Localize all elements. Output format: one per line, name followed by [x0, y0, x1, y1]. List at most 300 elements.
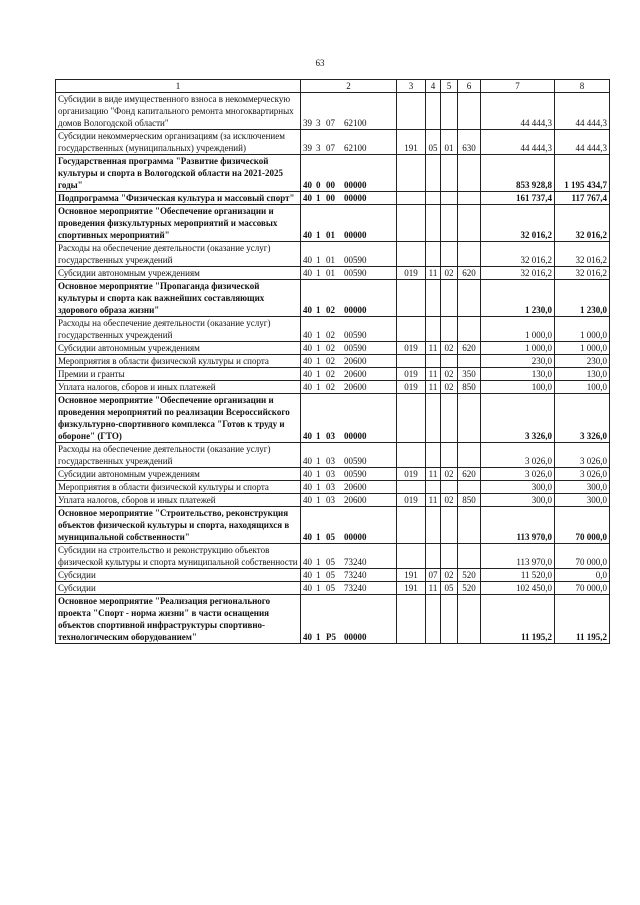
row-col3 — [397, 93, 426, 130]
row-amount-2022: 130,0 — [555, 368, 610, 381]
row-col5 — [441, 155, 458, 192]
row-name: Субсидии автономным учреждениям — [56, 342, 301, 355]
table-row — [56, 155, 610, 192]
table-row — [56, 242, 610, 267]
row-col4 — [426, 242, 441, 267]
row-name: Основное мероприятие "Пропаганда физической культуры и спорта как важнейших составляющих здорового образа жизни" — [56, 280, 301, 317]
row-col4 — [426, 595, 441, 644]
code-subprogram: 1 — [316, 356, 321, 366]
row-amount-2021: 1 000,0 — [481, 317, 555, 342]
code-event: 00 — [326, 193, 335, 203]
row-col3 — [397, 544, 426, 569]
code-subprogram: 1 — [316, 230, 321, 240]
row-code — [301, 381, 397, 394]
row-col5 — [441, 205, 458, 242]
row-col5 — [441, 355, 458, 368]
code-event: 05 — [326, 570, 335, 580]
row-amount-2022: 32 016,2 — [555, 205, 610, 242]
row-col4 — [426, 394, 441, 443]
table-header-row — [56, 80, 610, 93]
row-code — [301, 267, 397, 280]
code-direction: 00590 — [344, 255, 367, 265]
row-col3 — [397, 242, 426, 267]
code-program: 40 — [303, 330, 312, 340]
row-col3 — [397, 443, 426, 468]
code-event: 02 — [326, 356, 335, 366]
table-row — [56, 481, 610, 494]
code-event: P5 — [326, 632, 336, 642]
row-col3: 019 — [397, 468, 426, 481]
table-row — [56, 394, 610, 443]
row-name: Субсидии — [56, 569, 301, 582]
row-col6 — [458, 394, 481, 443]
code-program: 40 — [303, 369, 312, 379]
code-subprogram: 1 — [316, 469, 321, 479]
row-col3 — [397, 280, 426, 317]
table-row — [56, 494, 610, 507]
code-subprogram: 1 — [316, 632, 321, 642]
table-row — [56, 468, 610, 481]
row-col6 — [458, 544, 481, 569]
code-program: 40 — [303, 495, 312, 505]
row-col6 — [458, 481, 481, 494]
row-col6 — [458, 192, 481, 205]
row-col3: 019 — [397, 381, 426, 394]
row-col3 — [397, 317, 426, 342]
row-amount-2022: 70 000,0 — [555, 544, 610, 569]
code-direction: 73240 — [344, 557, 367, 567]
row-col6: 620 — [458, 267, 481, 280]
row-col6: 620 — [458, 342, 481, 355]
row-col6 — [458, 242, 481, 267]
row-col5 — [441, 544, 458, 569]
row-amount-2022: 1 230,0 — [555, 280, 610, 317]
row-code — [301, 494, 397, 507]
code-direction: 73240 — [344, 583, 367, 593]
code-event: 00 — [326, 180, 335, 190]
row-name: Субсидии в виде имущественного взноса в некоммерческую организацию "Фонд капитального ремонта многоквартирных домов Вологодской области" — [56, 93, 301, 130]
row-amount-2022: 230,0 — [555, 355, 610, 368]
row-col4 — [426, 481, 441, 494]
code-event: 03 — [326, 431, 335, 441]
row-amount-2022: 3 026,0 — [555, 443, 610, 468]
code-direction: 00590 — [344, 456, 367, 466]
row-col5 — [441, 481, 458, 494]
row-name: Мероприятия в области физической культуры и спорта — [56, 481, 301, 494]
row-amount-2022: 32 016,2 — [555, 267, 610, 280]
code-program: 40 — [303, 382, 312, 392]
row-name: Основное мероприятие "Строительство, реконструкция объектов физической культуры и спорта, находящихся в муниципальной собственности" — [56, 507, 301, 544]
row-name: Основное мероприятие "Обеспечение организации и проведения физкультурных мероприятий и массовых спортивных мероприятий" — [56, 205, 301, 242]
row-col3: 191 — [397, 582, 426, 595]
code-direction: 00000 — [344, 180, 367, 190]
row-name: Мероприятия в области физической культуры и спорта — [56, 355, 301, 368]
code-direction: 00590 — [344, 343, 367, 353]
code-event: 03 — [326, 495, 335, 505]
row-name: Субсидии — [56, 582, 301, 595]
code-event: 05 — [326, 583, 335, 593]
row-col5 — [441, 242, 458, 267]
row-code — [301, 242, 397, 267]
row-amount-2021: 11 195,2 — [481, 595, 555, 644]
code-direction: 20600 — [344, 382, 367, 392]
row-col4 — [426, 192, 441, 205]
row-col5 — [441, 280, 458, 317]
code-subprogram: 1 — [316, 456, 321, 466]
code-program: 40 — [303, 570, 312, 580]
row-col5 — [441, 93, 458, 130]
code-subprogram: 1 — [316, 193, 321, 203]
code-program: 40 — [303, 230, 312, 240]
row-col6 — [458, 155, 481, 192]
row-code — [301, 394, 397, 443]
row-amount-2022: 44 444,3 — [555, 130, 610, 155]
row-amount-2021: 300,0 — [481, 481, 555, 494]
table-row — [56, 280, 610, 317]
code-direction: 00000 — [344, 230, 367, 240]
column-header: 7 — [481, 80, 555, 93]
table-row — [56, 443, 610, 468]
row-col5: 01 — [441, 130, 458, 155]
row-amount-2022: 44 444,3 — [555, 93, 610, 130]
row-name: Субсидии автономным учреждениям — [56, 267, 301, 280]
row-amount-2022: 1 000,0 — [555, 317, 610, 342]
code-program: 40 — [303, 469, 312, 479]
row-name: Уплата налогов, сборов и иных платежей — [56, 381, 301, 394]
code-program: 40 — [303, 343, 312, 353]
row-col4: 11 — [426, 582, 441, 595]
row-col5 — [441, 443, 458, 468]
row-amount-2021: 113 970,0 — [481, 507, 555, 544]
row-col5: 02 — [441, 368, 458, 381]
row-amount-2021: 44 444,3 — [481, 130, 555, 155]
row-col5 — [441, 595, 458, 644]
column-header: 6 — [458, 80, 481, 93]
code-event: 02 — [326, 305, 335, 315]
code-direction: 00000 — [344, 431, 367, 441]
row-amount-2021: 1 230,0 — [481, 280, 555, 317]
code-subprogram: 1 — [316, 255, 321, 265]
code-program: 40 — [303, 305, 312, 315]
row-col4 — [426, 443, 441, 468]
table-row — [56, 355, 610, 368]
row-amount-2021: 32 016,2 — [481, 242, 555, 267]
code-direction: 62100 — [344, 118, 367, 128]
row-col3: 019 — [397, 342, 426, 355]
code-subprogram: 1 — [316, 382, 321, 392]
row-amount-2022: 3 326,0 — [555, 394, 610, 443]
row-code — [301, 481, 397, 494]
code-event: 07 — [326, 118, 335, 128]
code-direction: 73240 — [344, 570, 367, 580]
row-amount-2021: 130,0 — [481, 368, 555, 381]
row-code — [301, 507, 397, 544]
code-subprogram: 1 — [316, 268, 321, 278]
code-subprogram: 1 — [316, 495, 321, 505]
row-amount-2021: 3 326,0 — [481, 394, 555, 443]
row-amount-2022: 100,0 — [555, 381, 610, 394]
row-code — [301, 368, 397, 381]
row-col6: 850 — [458, 494, 481, 507]
column-header: 3 — [397, 80, 426, 93]
code-subprogram: 1 — [316, 482, 321, 492]
code-event: 02 — [326, 343, 335, 353]
code-program: 40 — [303, 532, 312, 542]
table-row — [56, 381, 610, 394]
row-amount-2021: 300,0 — [481, 494, 555, 507]
row-code — [301, 192, 397, 205]
row-code — [301, 93, 397, 130]
code-event: 01 — [326, 230, 335, 240]
code-direction: 20600 — [344, 495, 367, 505]
row-amount-2022: 11 195,2 — [555, 595, 610, 644]
row-amount-2021: 3 026,0 — [481, 468, 555, 481]
row-col4 — [426, 205, 441, 242]
row-amount-2022: 1 195 434,7 — [555, 155, 610, 192]
code-program: 40 — [303, 557, 312, 567]
row-col5 — [441, 507, 458, 544]
row-col6: 520 — [458, 569, 481, 582]
row-col5: 02 — [441, 381, 458, 394]
code-subprogram: 3 — [316, 143, 321, 153]
row-col6 — [458, 93, 481, 130]
row-amount-2022: 3 026,0 — [555, 468, 610, 481]
row-col4: 11 — [426, 342, 441, 355]
row-col4: 11 — [426, 381, 441, 394]
row-col6: 620 — [458, 468, 481, 481]
code-event: 01 — [326, 268, 335, 278]
row-name: Расходы на обеспечение деятельности (оказание услуг) государственных учреждений — [56, 242, 301, 267]
row-name: Подпрограмма "Физическая культура и массовый спорт" — [56, 192, 301, 205]
row-name: Расходы на обеспечение деятельности (оказание услуг) государственных учреждений — [56, 317, 301, 342]
row-name: Основное мероприятие "Реализация регионального проекта "Спорт - норма жизни" в части оснащения объектов спортивной инфраструктуры спортивно-технологическим оборудованием" — [56, 595, 301, 644]
code-program: 39 — [303, 143, 312, 153]
table-row — [56, 205, 610, 242]
code-event: 07 — [326, 143, 335, 153]
code-subprogram: 1 — [316, 305, 321, 315]
row-col6 — [458, 595, 481, 644]
row-col4: 11 — [426, 368, 441, 381]
row-name: Уплата налогов, сборов и иных платежей — [56, 494, 301, 507]
row-amount-2021: 32 016,2 — [481, 205, 555, 242]
row-amount-2021: 11 520,0 — [481, 569, 555, 582]
column-header: 5 — [441, 80, 458, 93]
row-col3: 019 — [397, 494, 426, 507]
row-amount-2021: 44 444,3 — [481, 93, 555, 130]
row-col3 — [397, 481, 426, 494]
row-name: Субсидии на строительство и реконструкцию объектов физической культуры и спорта муниципальной собственности — [56, 544, 301, 569]
row-name: Премии и гранты — [56, 368, 301, 381]
code-direction: 00000 — [344, 193, 367, 203]
code-subprogram: 1 — [316, 343, 321, 353]
code-direction: 62100 — [344, 143, 367, 153]
code-program: 40 — [303, 193, 312, 203]
code-program: 40 — [303, 431, 312, 441]
code-subprogram: 1 — [316, 532, 321, 542]
row-col4: 11 — [426, 468, 441, 481]
code-program: 40 — [303, 356, 312, 366]
row-amount-2022: 117 767,4 — [555, 192, 610, 205]
row-col5: 02 — [441, 494, 458, 507]
row-name: Субсидии автономным учреждениям — [56, 468, 301, 481]
table-row — [56, 582, 610, 595]
row-col6: 850 — [458, 381, 481, 394]
row-amount-2022: 300,0 — [555, 494, 610, 507]
row-amount-2021: 32 016,2 — [481, 267, 555, 280]
row-code — [301, 582, 397, 595]
code-event: 02 — [326, 369, 335, 379]
column-header: 1 — [56, 80, 301, 93]
row-code — [301, 544, 397, 569]
row-code — [301, 130, 397, 155]
row-amount-2021: 102 450,0 — [481, 582, 555, 595]
code-subprogram: 1 — [316, 557, 321, 567]
row-code — [301, 443, 397, 468]
row-code — [301, 317, 397, 342]
row-col4 — [426, 507, 441, 544]
row-name: Расходы на обеспечение деятельности (оказание услуг) государственных учреждений — [56, 443, 301, 468]
table-row — [56, 192, 610, 205]
row-amount-2022: 32 016,2 — [555, 242, 610, 267]
row-col5: 02 — [441, 569, 458, 582]
row-col6 — [458, 205, 481, 242]
column-header: 2 — [301, 80, 397, 93]
code-subprogram: 1 — [316, 570, 321, 580]
code-program: 40 — [303, 268, 312, 278]
code-program: 39 — [303, 118, 312, 128]
code-program: 40 — [303, 180, 312, 190]
table-row — [56, 569, 610, 582]
row-code — [301, 468, 397, 481]
row-col3 — [397, 355, 426, 368]
row-code — [301, 280, 397, 317]
row-col6 — [458, 317, 481, 342]
row-col6: 350 — [458, 368, 481, 381]
code-event: 02 — [326, 382, 335, 392]
code-event: 03 — [326, 482, 335, 492]
row-col6 — [458, 280, 481, 317]
row-col3: 191 — [397, 130, 426, 155]
table-row — [56, 317, 610, 342]
row-amount-2022: 70 000,0 — [555, 507, 610, 544]
code-direction: 00000 — [344, 305, 367, 315]
row-col3: 191 — [397, 569, 426, 582]
page-number: 63 — [315, 58, 325, 68]
row-col3 — [397, 507, 426, 544]
code-event: 05 — [326, 557, 335, 567]
budget-table-body — [56, 80, 610, 644]
row-col4 — [426, 317, 441, 342]
row-col4: 11 — [426, 494, 441, 507]
code-subprogram: 1 — [316, 431, 321, 441]
row-col4 — [426, 355, 441, 368]
code-direction: 00590 — [344, 268, 367, 278]
row-code — [301, 595, 397, 644]
code-direction: 20600 — [344, 482, 367, 492]
row-col4: 07 — [426, 569, 441, 582]
row-name: Субсидии некоммерческим организациям (за исключением государственных (муниципальных) учреждений) — [56, 130, 301, 155]
row-amount-2021: 3 026,0 — [481, 443, 555, 468]
row-col5: 05 — [441, 582, 458, 595]
row-amount-2021: 853 928,8 — [481, 155, 555, 192]
code-program: 40 — [303, 583, 312, 593]
table-row — [56, 93, 610, 130]
row-name: Основное мероприятие "Обеспечение организации и проведения мероприятий по реализации Всероссийского физкультурно-спортивного комплекса "Готов к труду и обороне" (ГТО) — [56, 394, 301, 443]
table-row — [56, 130, 610, 155]
code-event: 03 — [326, 456, 335, 466]
code-direction: 00000 — [344, 632, 367, 642]
code-direction: 00000 — [344, 532, 367, 542]
row-code — [301, 569, 397, 582]
table-row — [56, 368, 610, 381]
row-col4: 11 — [426, 267, 441, 280]
code-subprogram: 3 — [316, 118, 321, 128]
table-row — [56, 507, 610, 544]
row-col3 — [397, 205, 426, 242]
row-code — [301, 342, 397, 355]
row-col5: 02 — [441, 342, 458, 355]
column-header: 8 — [555, 80, 610, 93]
row-col5 — [441, 192, 458, 205]
table-row — [56, 342, 610, 355]
row-code — [301, 155, 397, 192]
table-row — [56, 544, 610, 569]
code-event: 05 — [326, 532, 335, 542]
row-col6: 630 — [458, 130, 481, 155]
row-col3: 019 — [397, 368, 426, 381]
row-amount-2021: 1 000,0 — [481, 342, 555, 355]
table-row — [56, 267, 610, 280]
code-program: 40 — [303, 482, 312, 492]
row-col3 — [397, 394, 426, 443]
code-subprogram: 1 — [316, 583, 321, 593]
row-col4 — [426, 280, 441, 317]
code-subprogram: 1 — [316, 330, 321, 340]
code-program: 40 — [303, 255, 312, 265]
budget-table — [55, 79, 610, 644]
row-amount-2021: 113 970,0 — [481, 544, 555, 569]
code-subprogram: 0 — [316, 180, 321, 190]
row-amount-2022: 70 000,0 — [555, 582, 610, 595]
row-col5: 02 — [441, 267, 458, 280]
row-code — [301, 355, 397, 368]
row-col5 — [441, 394, 458, 443]
row-code — [301, 205, 397, 242]
row-amount-2022: 1 000,0 — [555, 342, 610, 355]
table-row — [56, 595, 610, 644]
code-direction: 20600 — [344, 369, 367, 379]
row-col3 — [397, 595, 426, 644]
row-col5 — [441, 317, 458, 342]
row-amount-2022: 300,0 — [555, 481, 610, 494]
row-col3: 019 — [397, 267, 426, 280]
code-program: 40 — [303, 456, 312, 466]
row-col6 — [458, 355, 481, 368]
row-col6 — [458, 507, 481, 544]
code-event: 01 — [326, 255, 335, 265]
code-subprogram: 1 — [316, 369, 321, 379]
row-col6: 520 — [458, 582, 481, 595]
code-direction: 00590 — [344, 330, 367, 340]
row-amount-2022: 0,0 — [555, 569, 610, 582]
row-col3 — [397, 192, 426, 205]
row-amount-2021: 100,0 — [481, 381, 555, 394]
code-event: 03 — [326, 469, 335, 479]
row-col4 — [426, 155, 441, 192]
row-col6 — [458, 443, 481, 468]
row-amount-2021: 230,0 — [481, 355, 555, 368]
row-col5: 02 — [441, 468, 458, 481]
